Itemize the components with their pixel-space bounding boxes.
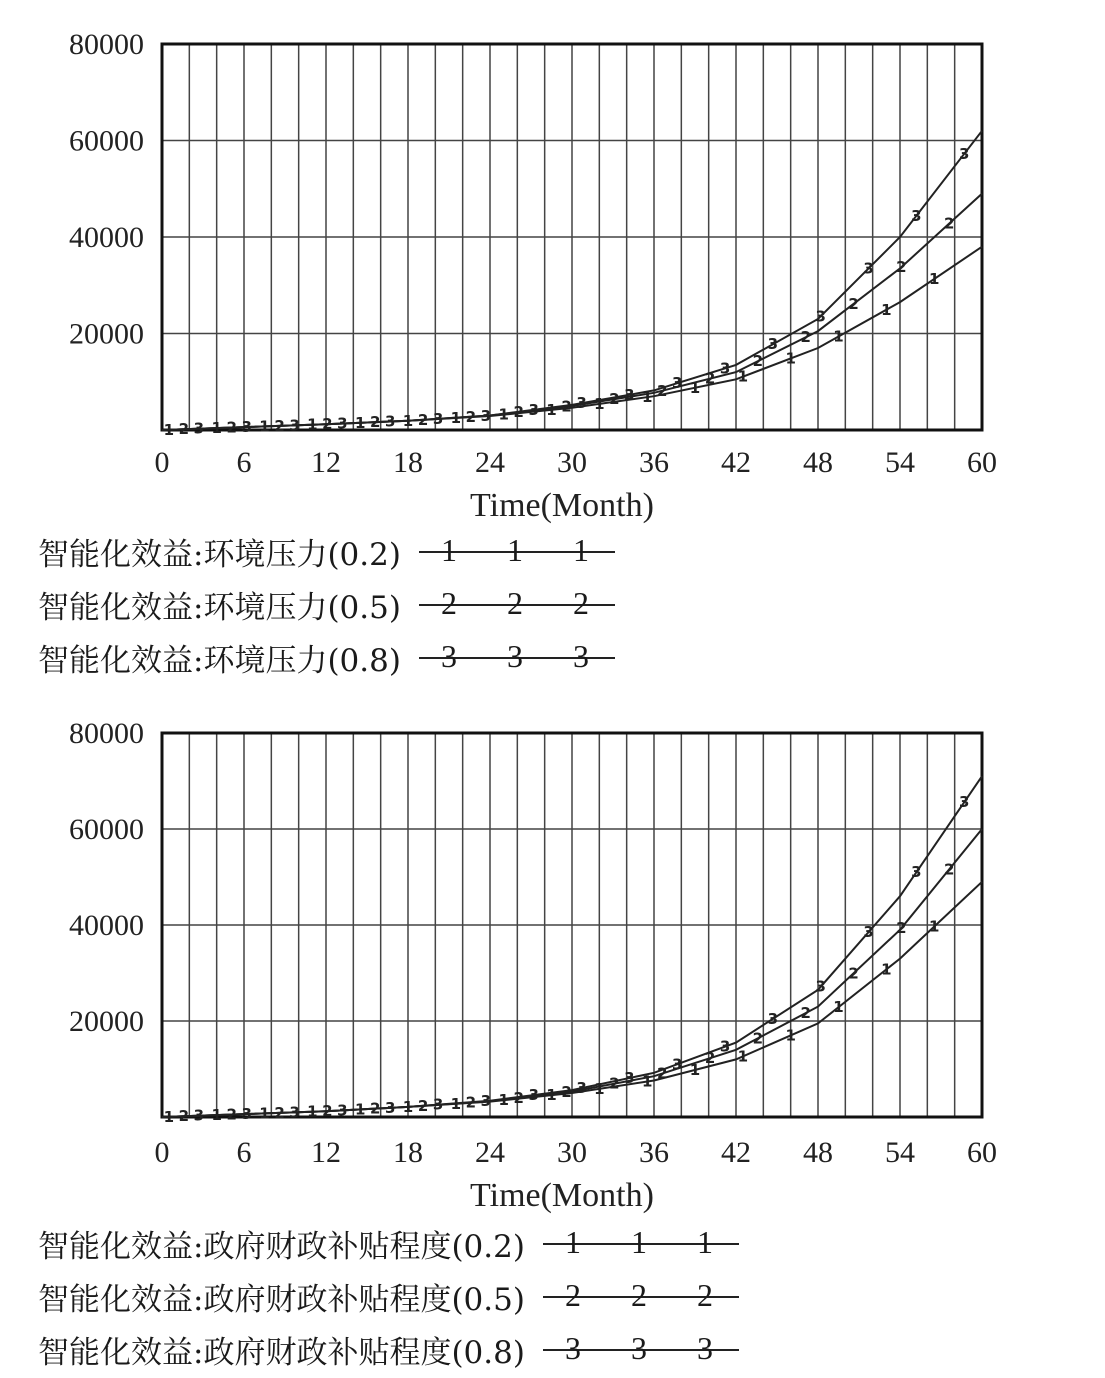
series-marker: 2 — [704, 369, 716, 388]
series-marker: 3 — [863, 923, 874, 942]
series-marker: 1 — [498, 1091, 509, 1110]
legend-marker: 3 — [440, 638, 457, 674]
series-marker: 1 — [594, 1079, 605, 1098]
series-marker: 1 — [259, 417, 270, 436]
series-marker: 1 — [307, 1102, 318, 1121]
legend-row — [38, 1328, 739, 1370]
legend-marker: 2 — [572, 585, 589, 621]
series-marker: 2 — [800, 1004, 811, 1023]
series-marker: 2 — [226, 418, 237, 437]
series-marker: 3 — [193, 419, 205, 438]
series-marker: 2 — [943, 214, 955, 233]
series-marker: 2 — [752, 352, 764, 371]
legend-label: 智能化效益:政府财政补贴程度(0.8) — [38, 1334, 525, 1371]
series-marker: 3 — [911, 863, 922, 882]
series-marker: 2 — [226, 1105, 237, 1124]
series-marker: 2 — [896, 258, 907, 277]
x-tick-label: 6 — [236, 446, 252, 479]
series-marker: 1 — [259, 1104, 270, 1123]
x-tick-label: 18 — [393, 446, 423, 479]
series-marker: 1 — [211, 1106, 222, 1125]
legend-label: 智能化效益:环境压力(0.5) — [38, 589, 401, 626]
series-marker: 1 — [833, 998, 844, 1017]
series-marker: 1 — [881, 960, 892, 979]
legend-marker: 3 — [506, 638, 523, 674]
x-tick-label: 36 — [639, 1136, 669, 1169]
legend-row — [38, 1275, 739, 1317]
series-marker: 1 — [354, 413, 366, 432]
series-marker: 1 — [450, 1094, 462, 1113]
y-tick-label: 40000 — [69, 221, 144, 254]
legend-line-sample — [419, 636, 615, 678]
series-marker: 1 — [211, 419, 222, 438]
series-marker: 2 — [465, 1093, 477, 1112]
x-tick-label: 42 — [721, 1136, 751, 1169]
legend-marker: 3 — [696, 1330, 713, 1366]
series-marker: 3 — [719, 359, 731, 378]
y-tick-label: 40000 — [69, 909, 144, 942]
series-marker: 2 — [369, 1099, 381, 1118]
series-marker: 2 — [656, 381, 668, 400]
series-marker: 1 — [689, 378, 701, 397]
series-marker: 3 — [528, 1086, 539, 1105]
x-tick-label: 54 — [885, 1136, 915, 1169]
series-marker: 2 — [752, 1029, 764, 1048]
series-marker: 3 — [576, 1079, 587, 1098]
series-marker: 1 — [163, 420, 175, 439]
series-marker: 3 — [528, 400, 539, 419]
series-marker: 3 — [863, 259, 874, 278]
series-marker: 2 — [943, 860, 955, 879]
series-marker: 1 — [546, 400, 557, 419]
series-marker: 3 — [480, 1091, 492, 1110]
series-marker: 2 — [609, 1074, 620, 1093]
series-marker: 3 — [337, 414, 348, 433]
legend-marker: 2 — [564, 1277, 581, 1313]
legend-marker: 3 — [564, 1330, 581, 1366]
series-marker: 1 — [881, 300, 892, 319]
legend-line-sample — [543, 1275, 739, 1317]
series-marker: 1 — [450, 409, 462, 428]
legend-marker: 3 — [630, 1330, 647, 1366]
series-marker: 3 — [959, 144, 970, 163]
series-marker: 2 — [896, 919, 907, 938]
series-marker: 1 — [641, 1072, 653, 1091]
legend-label: 智能化效益:政府财政补贴程度(0.5) — [38, 1281, 525, 1318]
series-marker: 3 — [289, 416, 300, 435]
x-tick-label: 6 — [236, 1136, 252, 1169]
x-tick-label: 12 — [311, 446, 341, 479]
chart-2 — [69, 717, 997, 1214]
series-marker: 1 — [163, 1107, 175, 1126]
series-marker: 1 — [785, 349, 796, 368]
x-tick-label: 0 — [154, 1136, 170, 1169]
legend-marker: 2 — [440, 585, 457, 621]
series-marker: 2 — [848, 294, 859, 313]
legend-row — [38, 530, 615, 572]
series-marker: 1 — [737, 1047, 749, 1066]
legend-label: 智能化效益:环境压力(0.2) — [38, 536, 401, 573]
x-tick-label: 30 — [557, 1136, 587, 1169]
series-marker: 3 — [432, 409, 444, 428]
series-marker: 1 — [594, 394, 605, 413]
series-marker: 1 — [833, 327, 844, 346]
series-marker: 2 — [369, 413, 381, 432]
series-marker: 3 — [432, 1095, 444, 1114]
series-marker: 2 — [274, 1103, 285, 1122]
x-tick-label: 36 — [639, 446, 669, 479]
x-tick-label: 0 — [154, 446, 170, 479]
series-marker: 2 — [322, 1102, 333, 1121]
legend-marker: 1 — [440, 532, 457, 568]
series-marker: 2 — [417, 410, 429, 429]
series-marker: 3 — [719, 1037, 731, 1056]
x-tick-label: 48 — [803, 446, 833, 479]
series-marker: 1 — [402, 1097, 414, 1116]
series-marker: 2 — [848, 964, 859, 983]
series-marker: 3 — [672, 1055, 683, 1074]
legend-row — [38, 636, 615, 678]
series-marker: 3 — [672, 374, 683, 393]
series-marker: 1 — [785, 1026, 796, 1045]
series-marker: 3 — [241, 418, 252, 437]
series-marker: 2 — [465, 407, 477, 426]
x-tick-label: 12 — [311, 1136, 341, 1169]
y-tick-label: 20000 — [69, 317, 144, 351]
x-tick-label: 30 — [557, 446, 587, 479]
legend-marker: 1 — [506, 532, 523, 568]
series-marker: 2 — [656, 1064, 668, 1083]
x-tick-label: 24 — [475, 446, 505, 479]
legend-row — [38, 1222, 739, 1264]
series-marker: 3 — [624, 1069, 635, 1088]
series-marker: 2 — [513, 1088, 524, 1107]
chart-1 — [69, 28, 997, 524]
series-marker: 3 — [911, 206, 922, 225]
series-marker: 3 — [193, 1106, 205, 1125]
series-marker: 1 — [546, 1086, 557, 1105]
x-tick-label: 60 — [967, 1136, 997, 1169]
x-axis-label: Time(Month) — [470, 1177, 654, 1214]
series-marker: 2 — [178, 1107, 190, 1126]
series-marker: 2 — [561, 1083, 572, 1102]
series-marker: 1 — [928, 270, 940, 289]
series-marker: 1 — [498, 405, 509, 424]
series-marker: 1 — [402, 411, 414, 430]
x-tick-label: 60 — [967, 446, 997, 479]
x-tick-label: 54 — [885, 446, 915, 479]
x-tick-label: 18 — [393, 1136, 423, 1169]
legend-marker: 2 — [630, 1277, 647, 1313]
y-tick-label: 20000 — [69, 1005, 144, 1038]
series-marker: 2 — [513, 403, 524, 422]
legend-line-sample — [543, 1222, 739, 1264]
legend-row — [38, 583, 615, 625]
legend-line-sample — [419, 583, 615, 625]
series-marker: 3 — [576, 394, 587, 413]
legend-marker: 1 — [696, 1224, 713, 1260]
legend-marker: 2 — [506, 585, 523, 621]
y-tick-label: 80000 — [69, 28, 144, 61]
series-marker: 3 — [815, 307, 826, 326]
series-marker: 3 — [337, 1101, 348, 1120]
series-marker: 2 — [561, 397, 572, 416]
series-marker: 3 — [289, 1103, 300, 1122]
series-marker: 3 — [385, 1098, 396, 1117]
series-marker: 3 — [959, 793, 970, 812]
series-marker: 1 — [354, 1100, 366, 1119]
series-marker: 2 — [178, 420, 190, 439]
legend-marker: 1 — [630, 1224, 647, 1260]
legend-label: 智能化效益:政府财政补贴程度(0.2) — [38, 1228, 525, 1265]
series-marker: 3 — [480, 406, 492, 425]
series-marker: 1 — [928, 917, 940, 936]
series-marker: 2 — [704, 1049, 716, 1068]
series-marker: 3 — [767, 335, 779, 354]
legend-marker: 1 — [572, 532, 589, 568]
series-marker: 1 — [737, 367, 749, 386]
legend-line-sample — [543, 1328, 739, 1370]
series-marker: 2 — [417, 1096, 429, 1115]
x-axis-label: Time(Month) — [470, 487, 654, 524]
y-tick-label: 60000 — [69, 813, 144, 846]
legend-marker: 2 — [696, 1277, 713, 1313]
x-tick-label: 24 — [475, 1136, 505, 1169]
x-tick-label: 48 — [803, 1136, 833, 1169]
y-tick-label: 60000 — [69, 124, 144, 158]
series-marker: 3 — [241, 1105, 252, 1124]
series-marker: 3 — [624, 385, 635, 404]
series-marker: 1 — [689, 1060, 701, 1079]
series-marker: 2 — [609, 390, 620, 409]
series-marker: 3 — [385, 412, 396, 431]
series-marker: 3 — [767, 1009, 779, 1028]
series-marker: 1 — [641, 388, 653, 407]
x-tick-label: 42 — [721, 446, 751, 479]
series-marker: 2 — [274, 416, 285, 435]
y-tick-label: 80000 — [69, 717, 144, 750]
series-marker: 2 — [800, 328, 811, 347]
series-marker: 3 — [815, 977, 826, 996]
legend-marker: 3 — [572, 638, 589, 674]
legend-line-sample — [419, 530, 615, 572]
series-marker: 2 — [322, 415, 333, 434]
legend-label: 智能化效益:环境压力(0.8) — [38, 642, 401, 679]
legend-marker: 1 — [564, 1224, 581, 1260]
series-marker: 1 — [307, 415, 318, 434]
